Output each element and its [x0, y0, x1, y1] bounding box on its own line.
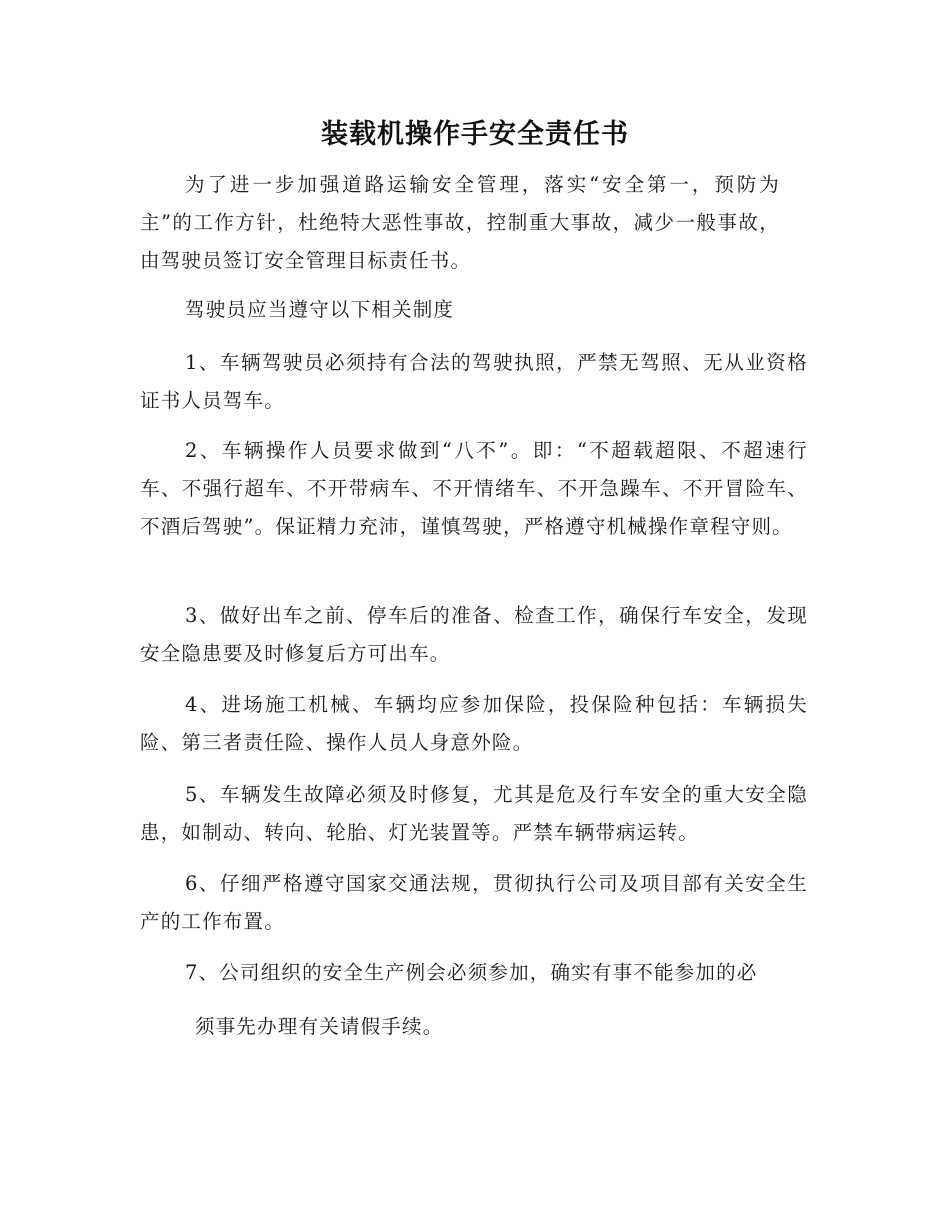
rule-item-5: 5、车辆发生故障必须及时修复，尤其是危及行车安全的重大安全隐患，如制动、转向、轮胎、灯光装置等。严禁车辆带病运转。 — [140, 783, 808, 844]
rule-item-4: 4、进场施工机械、车辆均应参加保险，投保险种包括：车辆损失险、第三者责任险、操作人员人身意外险。 — [140, 693, 808, 754]
rule-item-6: 6、仔细严格遵守国家交通法规，贯彻执行公司及项目部有关安全生产的工作布置。 — [140, 872, 808, 933]
rule-item-7-continuation: 须事先办理有关请假手续。 — [195, 1015, 444, 1038]
rule-item-2: 2、车辆操作人员要求做到“八不”。即：“不超载超限、不超速行车、不强行超车、不开带病车、不开情绪车、不开急躁车、不开冒险车、不酒后驾驶”。保证精力充沛，谨慎驾驶，严格遵守机械操作章程守则。 — [140, 439, 808, 538]
page-title: 装载机操作手安全责任书 — [321, 119, 629, 150]
rule-item-3: 3、做好出车之前、停车后的准备、检查工作，确保行车安全，发现安全隐患要及时修复后方可出车。 — [140, 604, 808, 665]
rules-heading: 驾驶员应当遵守以下相关制度 — [185, 298, 455, 321]
rule-item-1: 1、车辆驾驶员必须持有合法的驾驶执照，严禁无驾照、无从业资格证书人员驾车。 — [140, 351, 808, 412]
rule-item-7: 7、公司组织的安全生产例会必须参加，确实有事不能参加的必 — [185, 961, 758, 984]
intro-paragraph: 为了进一步加强道路运输安全管理，落实“安全第一，预防为主”的工作方针，杜绝特大恶性事故，控制重大事故，减少一般事故，由驾驶员签订安全管理目标责任书。 — [140, 173, 780, 272]
